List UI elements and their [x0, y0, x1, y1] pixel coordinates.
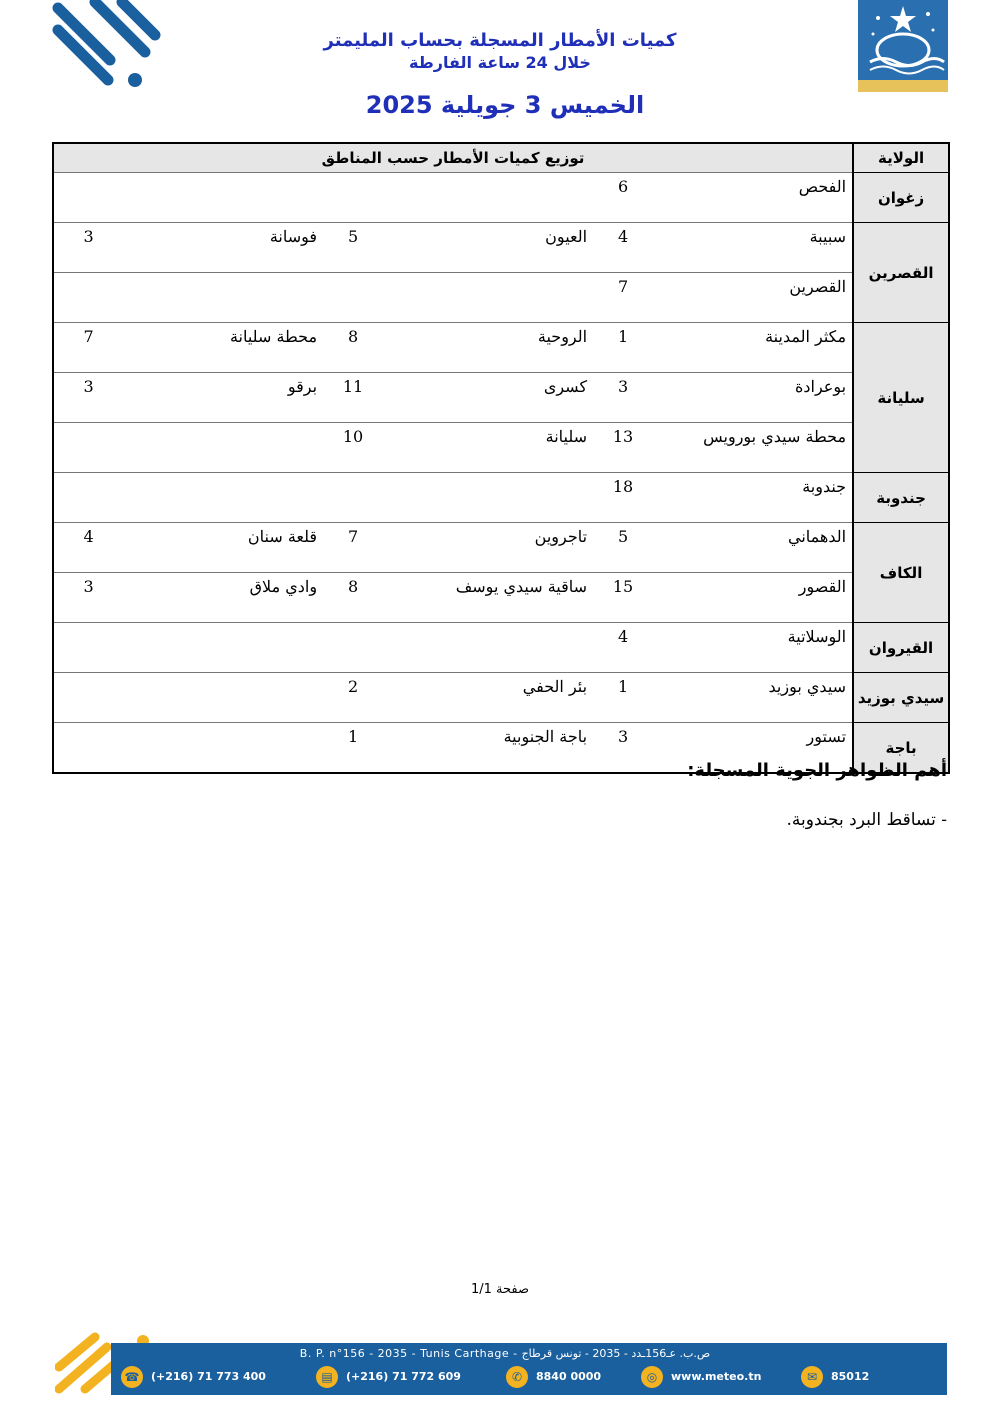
rain-value: 1	[323, 723, 383, 774]
footer-phone2: ✆ 8840 0000	[506, 1365, 601, 1389]
governorate-cell: الكاف	[853, 523, 949, 623]
table-row	[53, 323, 949, 373]
rain-value	[53, 173, 123, 223]
station-name	[123, 423, 323, 473]
rain-value: 7	[53, 323, 123, 373]
table-row	[53, 273, 949, 323]
station-name: سبيبة	[653, 223, 853, 273]
station-name: القصور	[653, 573, 853, 623]
footer-address: B. P. n°156 - 2035 - Tunis Carthage - ص.ب. عـ156ـدد - 2035 - تونس قرطاج	[299, 1347, 711, 1360]
rain-value: 1	[593, 323, 653, 373]
rain-value	[53, 423, 123, 473]
rain-value	[323, 273, 383, 323]
station-name: الدهماني	[653, 523, 853, 573]
rain-value: 15	[593, 573, 653, 623]
handset-icon: ✆	[506, 1366, 528, 1388]
rain-value: 1	[593, 673, 653, 723]
rain-value: 4	[53, 523, 123, 573]
report-subtitle: خلال 24 ساعة الفارطة	[409, 53, 591, 72]
station-name: سيدي بوزيد	[653, 673, 853, 723]
footer-sms: ✉ 85012	[801, 1365, 869, 1389]
station-name: وادي ملاق	[123, 573, 323, 623]
station-name: فوسانة	[123, 223, 323, 273]
report-title: كميات الأمطار المسجلة بحساب المليمتر	[323, 30, 677, 51]
station-name: الروحية	[383, 323, 593, 373]
table-row	[53, 573, 949, 623]
footer-phone: ☎ (+216) 71 773 400	[121, 1365, 266, 1389]
rain-value: 10	[323, 423, 383, 473]
table-row	[53, 423, 949, 473]
sms-icon: ✉	[801, 1366, 823, 1388]
phone-icon: ☎	[121, 1366, 143, 1388]
rain-value	[53, 623, 123, 673]
rain-value: 6	[593, 173, 653, 223]
station-name: الوسلاتية	[653, 623, 853, 673]
governorate-cell: جندوبة	[853, 473, 949, 523]
rain-value: 4	[593, 623, 653, 673]
footer-website[interactable]: ◎ www.meteo.tn	[641, 1365, 761, 1389]
footer-fax: ▤ (+216) 71 772 609	[316, 1365, 461, 1389]
station-name: ساقية سيدي يوسف	[383, 573, 593, 623]
governorate-cell: باجة	[853, 723, 949, 774]
governorate-cell: سيدي بوزيد	[853, 673, 949, 723]
station-name	[123, 623, 323, 673]
station-name: باجة الجنوبية	[383, 723, 593, 774]
station-name	[123, 273, 323, 323]
governorate-cell: القصرين	[853, 223, 949, 323]
rain-value: 3	[593, 373, 653, 423]
rain-value	[53, 723, 123, 774]
inm-emblem	[858, 0, 948, 92]
rain-value	[53, 473, 123, 523]
rain-value: 3	[53, 223, 123, 273]
station-name: محطة سيدي بورويس	[653, 423, 853, 473]
rain-value	[323, 473, 383, 523]
station-name: الفحص	[653, 173, 853, 223]
station-name: بوعرادة	[653, 373, 853, 423]
station-name	[383, 473, 593, 523]
rain-value: 5	[593, 523, 653, 573]
governorate-cell: زغوان	[853, 173, 949, 223]
station-name: برقو	[123, 373, 323, 423]
phenomena-title: أهم الظواهر الجوية المسجلة:	[687, 760, 947, 781]
rain-value: 2	[323, 673, 383, 723]
station-name: تاجروين	[383, 523, 593, 573]
rain-value: 8	[323, 323, 383, 373]
table-row	[53, 223, 949, 273]
table-row	[53, 173, 949, 223]
rain-value: 18	[593, 473, 653, 523]
rain-value: 13	[593, 423, 653, 473]
table-row	[53, 373, 949, 423]
table-row	[53, 473, 949, 523]
governorate-cell: سليانة	[853, 323, 949, 473]
station-name: بئر الحفي	[383, 673, 593, 723]
station-name: قلعة سنان	[123, 523, 323, 573]
station-name: القصرين	[653, 273, 853, 323]
rain-value	[53, 273, 123, 323]
station-name: سليانة	[383, 423, 593, 473]
station-name	[123, 673, 323, 723]
table-row	[53, 623, 949, 673]
governorate-column-header: الولاية	[853, 143, 949, 173]
station-name	[383, 273, 593, 323]
station-name: مكثر المدينة	[653, 323, 853, 373]
phenomena-item: - تساقط البرد بجندوبة.	[786, 810, 947, 830]
rainfall-table	[52, 142, 950, 774]
station-name	[383, 623, 593, 673]
governorate-cell: القيروان	[853, 623, 949, 673]
rain-value: 3	[53, 373, 123, 423]
station-name	[123, 723, 323, 774]
station-name	[123, 473, 323, 523]
footer-contacts	[121, 1365, 941, 1389]
station-name: تستور	[653, 723, 853, 774]
page-number: صفحة 1/1	[470, 1282, 530, 1297]
station-name	[123, 173, 323, 223]
stripes-logo	[50, 0, 165, 95]
station-name	[383, 173, 593, 223]
rain-value: 3	[593, 723, 653, 774]
report-date: الخميس 3 جويلية 2025	[365, 91, 645, 119]
rain-value	[323, 623, 383, 673]
footer	[55, 1327, 947, 1395]
table-row	[53, 673, 949, 723]
rain-value: 5	[323, 223, 383, 273]
globe-icon: ◎	[641, 1366, 663, 1388]
station-name: محطة سليانة	[123, 323, 323, 373]
station-name: العيون	[383, 223, 593, 273]
table-row	[53, 523, 949, 573]
rain-value	[323, 173, 383, 223]
distribution-column-header: توزيع كميات الأمطار حسب المناطق	[53, 143, 853, 173]
rain-value: 7	[323, 523, 383, 573]
rain-value: 8	[323, 573, 383, 623]
rain-value: 7	[593, 273, 653, 323]
station-name: جندوبة	[653, 473, 853, 523]
fax-icon: ▤	[316, 1366, 338, 1388]
station-name: كسرى	[383, 373, 593, 423]
rain-value: 11	[323, 373, 383, 423]
rain-value: 3	[53, 573, 123, 623]
rain-value	[53, 673, 123, 723]
rain-value: 4	[593, 223, 653, 273]
